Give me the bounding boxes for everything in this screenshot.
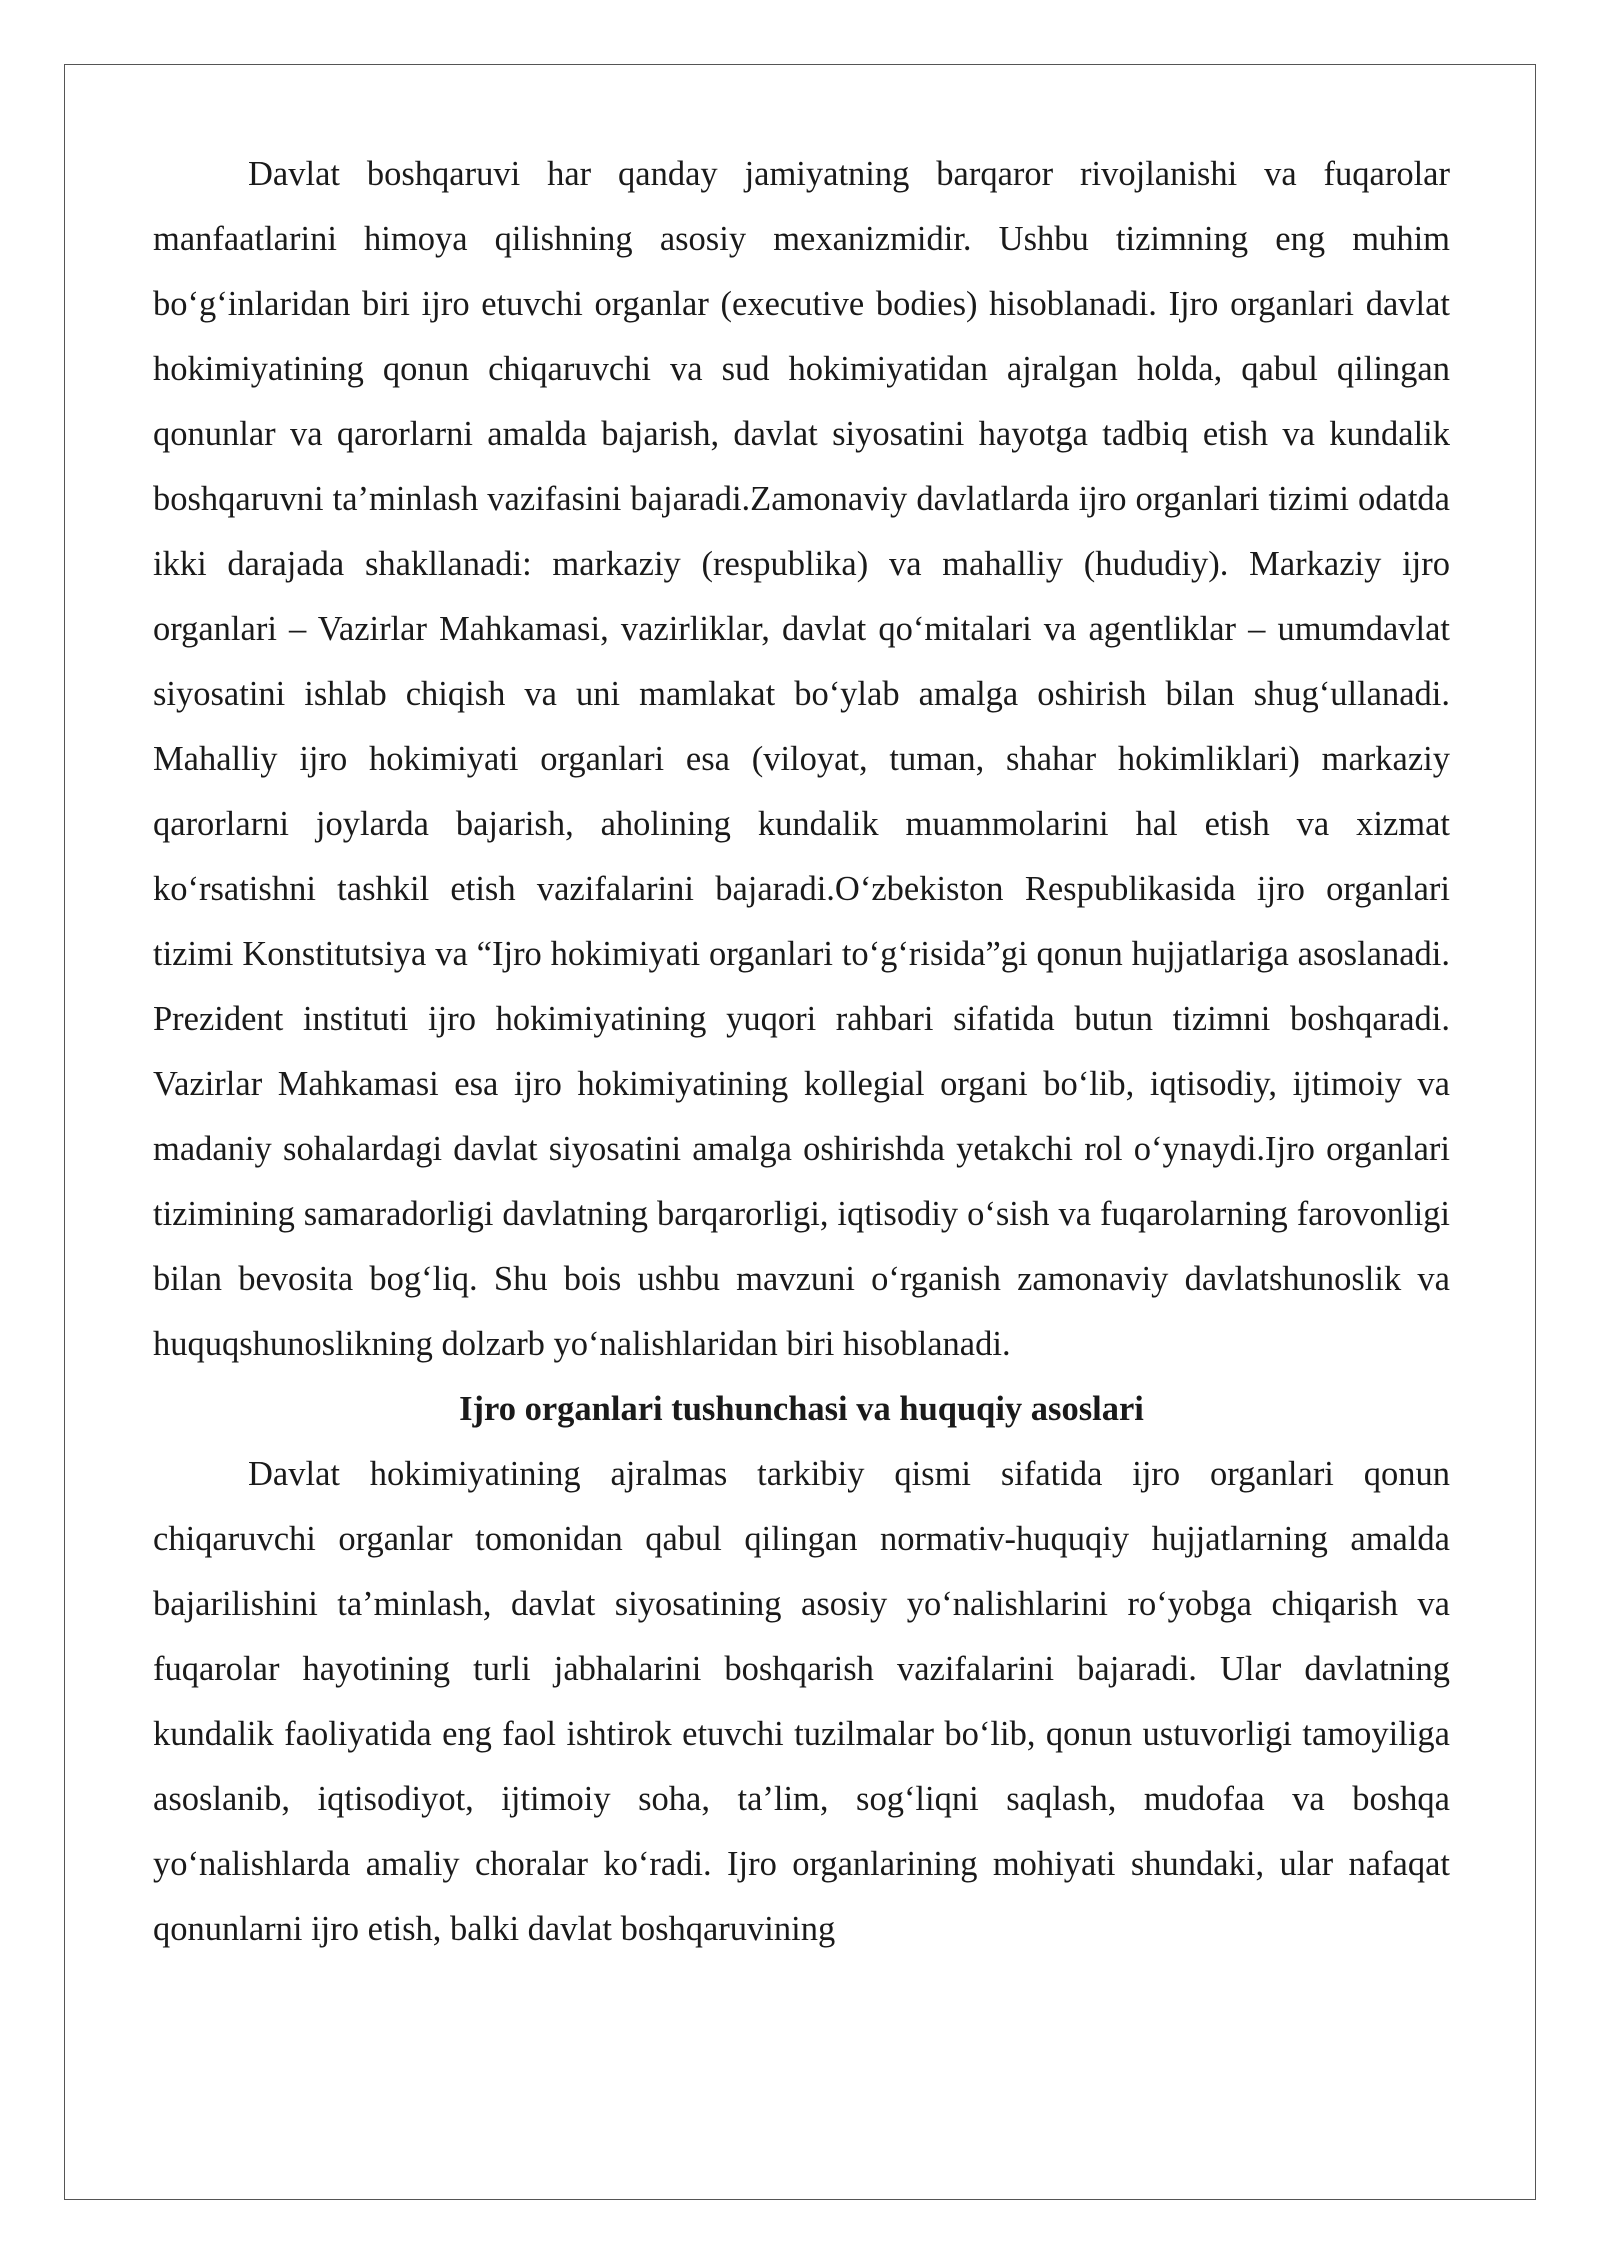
section-heading: Ijro organlari tushunchasi va huquqiy asoslari <box>459 1390 1144 1428</box>
document-body <box>153 142 1450 1962</box>
paragraph-section: Davlat hokimiyatining ajralmas tarkibiy qismi sifatida ijro organlari qonun chiqaruvchi organlar tomonidan qabul qilingan normativ-huquqiy hujjatlarning amalda bajarilishini ta’minlash, davlat siyosatining asosiy yo‘nalishlarini ro‘yobga chiqarish va fuqarolar hayotining turli jabhalarini boshqarish vazifalarini bajaradi. Ular davlatning kundalik faoliyatida eng faol ishtirok etuvchi tuzilmalar bo‘lib, qonun ustuvorligi tamoyiliga asoslanib, iqtisodiyot, ijtimoiy soha, ta’lim, sog‘liqni saqlash, mudofaa va boshqa yo‘nalishlarda amaliy choralar ko‘radi. Ijro organlarining mohiyati shundaki, ular nafaqat qonunlarni ijro etish, balki davlat boshqaruvining <box>153 1455 1450 1948</box>
paragraph-intro: Davlat boshqaruvi har qanday jamiyatning barqaror rivojlanishi va fuqarolar manfaatlarini himoya qilishning asosiy mexanizmidir. Ushbu tizimning eng muhim bo‘g‘inlaridan biri ijro etuvchi organlar (executive bodies) hisoblanadi. Ijro organlari davlat hokimiyatining qonun chiqaruvchi va sud hokimiyatidan ajralgan holda, qabul qilingan qonunlar va qarorlarni amalda bajarish, davlat siyosatini hayotga tadbiq etish va kundalik boshqaruvni ta’minlash vazifasini bajaradi.Zamonaviy davlatlarda ijro organlari tizimi odatda ikki darajada shakllanadi: markaziy (respublika) va mahalliy (hududiy). Markaziy ijro organlari – Vazirlar Mahkamasi, vazirliklar, davlat qo‘mitalari va agentliklar – umumdavlat siyosatini ishlab chiqish va uni mamlakat bo‘ylab amalga oshirish bilan shug‘ullanadi. Mahalliy ijro hokimiyati organlari esa (viloyat, tuman, shahar hokimliklari) markaziy qarorlarni joylarda bajarish, aholining kundalik muammolarini hal etish va xizmat ko‘rsatishni tashkil etish vazifalarini bajaradi.O‘zbekiston Respublikasida ijro organlari tizimi Konstitutsiya va “Ijro hokimiyati organlari to‘g‘risida”gi qonun hujjatlariga asoslanadi. Prezident instituti ijro hokimiyatining yuqori rahbari sifatida butun tizimni boshqaradi. Vazirlar Mahkamasi esa ijro hokimiyatining kollegial organi bo‘lib, iqtisodiy, ijtimoiy va madaniy sohalardagi davlat siyosatini amalga oshirishda yetakchi rol o‘ynaydi.Ijro organlari tizimining samaradorligi davlatning barqarorligi, iqtisodiy o‘sish va fuqarolarning farovonligi bilan bevosita bog‘liq. Shu bois ushbu mavzuni o‘rganish zamonaviy davlatshunoslik va huquqshunoslikning dolzarb yo‘nalishlaridan biri hisoblanadi. <box>153 155 1450 1363</box>
